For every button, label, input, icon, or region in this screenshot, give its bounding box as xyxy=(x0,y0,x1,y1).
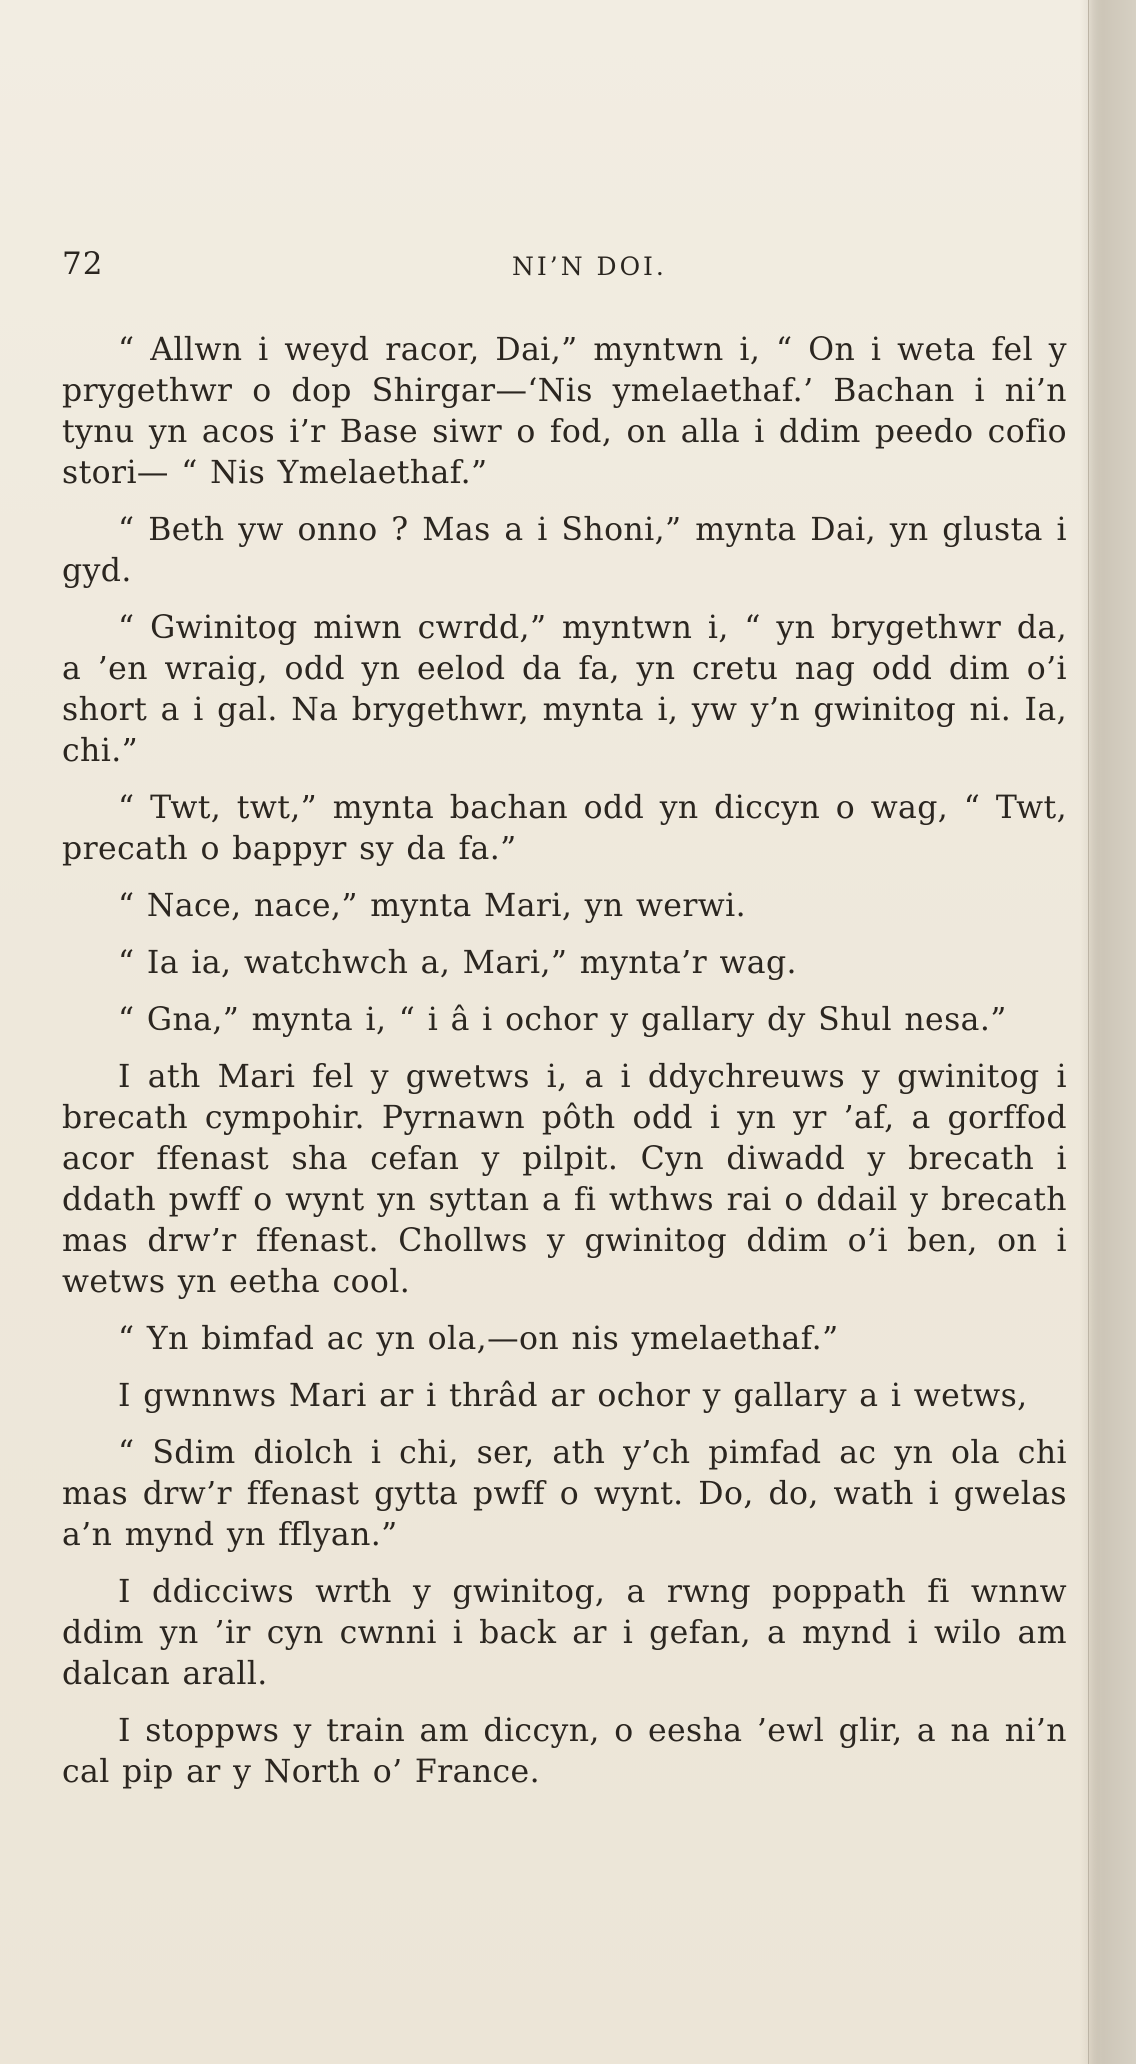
paragraph: I gwnnws Mari ar i thrâd ar ochor y gallary a i wetws, xyxy=(118,1378,1028,1414)
paragraph: “ Gna,” mynta i, “ i â i ochor y gallary dy Shul nesa.” xyxy=(118,1002,1007,1038)
paragraph: “ Sdim diolch i chi, ser, ath y’ch pimfad ac yn ola chi mas drw’r ffenast gytta pwff o wynt. Do, do, wath i gwelas a’n mynd yn fflyan.” xyxy=(62,1435,1067,1553)
paragraph: I stoppws y train am diccyn, o eesha ’ewl glir, a na ni’n cal pip ar y North o’ France. xyxy=(62,1713,1067,1790)
page-header xyxy=(62,246,1067,290)
paragraph: “ Ia ia, watchwch a, Mari,” mynta’r wag. xyxy=(118,945,797,981)
paragraph: “ Beth yw onno ? Mas a i Shoni,” mynta Dai, yn glusta i gyd. xyxy=(62,512,1067,589)
paragraph: “ Allwn i weyd racor, Dai,” myntwn i, “ On i weta fel y prygethwr o dop Shirgar—‘Nis ymelaethaf.’ Bachan i ni’n tynu yn acos i’r Base siwr o fod, on alla i ddim peedo cofio stori— “ Nis Ymelaethaf.” xyxy=(62,332,1067,491)
page-number: 72 xyxy=(62,246,104,282)
paragraph: “ Twt, twt,” mynta bachan odd yn diccyn o wag, “ Twt, precath o bappyr sy da fa.” xyxy=(62,790,1067,867)
body-text xyxy=(62,330,1067,1809)
paragraph: I ath Mari fel y gwetws i, a i ddychreuws y gwinitog i brecath cympohir. Pyrnawn pôth odd i yn yr ’af, a gorffod acor ffenast sha cefan y pilpit. Cyn diwadd y brecath i ddath pwff o wynt yn syttan a fi wthws rai o ddail y brecath mas drw’r ffenast. Chollws y gwinitog ddim o’i ben, on i wetws yn eetha cool. xyxy=(62,1059,1067,1300)
page-gutter xyxy=(1088,0,1136,2064)
paragraph: “ Nace, nace,” mynta Mari, yn werwi. xyxy=(118,888,747,924)
paragraph: “ Yn bimfad ac yn ola,—on nis ymelaethaf.” xyxy=(118,1321,839,1357)
running-head: NI’N DOI. xyxy=(512,252,667,281)
paragraph: “ Gwinitog miwn cwrdd,” myntwn i, “ yn brygethwr da, a ’en wraig, odd yn eelod da fa, yn cretu nag odd dim o’i short a i gal. Na brygethwr, mynta i, yw y’n gwinitog ni. Ia, chi.” xyxy=(62,610,1067,769)
paragraph: I ddicciws wrth y gwinitog, a rwng poppath fi wnnw ddim yn ’ir cyn cwnni i back ar i gefan, a mynd i wilo am dalcan arall. xyxy=(62,1574,1067,1692)
